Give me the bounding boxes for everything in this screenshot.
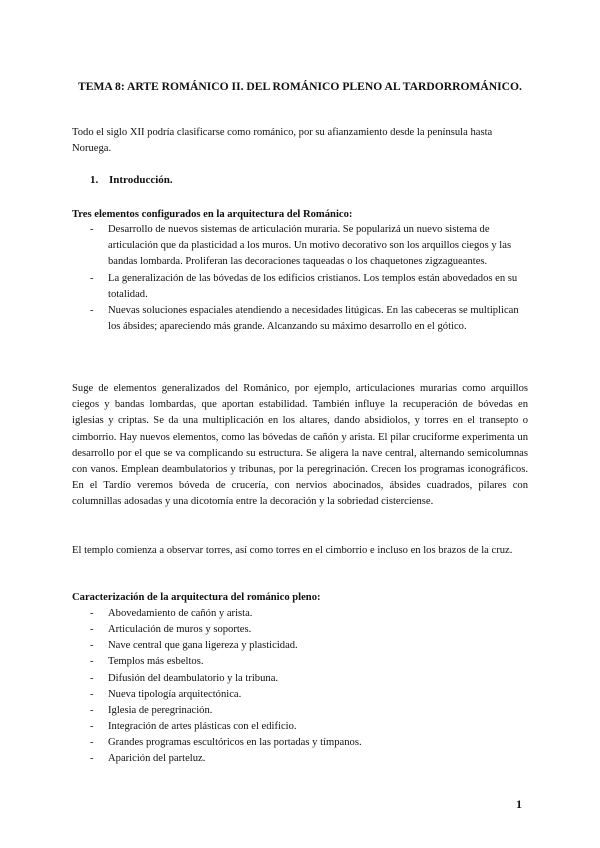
- list-dash: -: [90, 737, 94, 749]
- list-item-text: Articulación de muros y soportes.: [108, 624, 252, 636]
- elements-heading: Tres elementos configurados en la arquitectura del Románico:: [72, 209, 353, 220]
- list-dash: -: [90, 624, 94, 636]
- page-number: 1: [516, 797, 522, 811]
- list-item-text: Difusión del deambulatorio y la tribuna.: [108, 672, 279, 684]
- list-item: [72, 638, 528, 654]
- list-dash: -: [90, 608, 94, 619]
- list-item-text: Aparición del parteluz.: [108, 753, 206, 765]
- list-item-text: Nave central que gana ligereza y plasticidad.: [108, 640, 298, 652]
- document-title: TEMA 8: ARTE ROMÁNICO II. DEL ROMÁNICO PLENO AL TARDORROMÁNICO.: [78, 80, 522, 93]
- list-item-text: Integración de artes plásticas con el edificio.: [108, 721, 297, 733]
- list-dash: -: [90, 672, 94, 684]
- list-item-text: Abovedamiento de cañón y arista.: [108, 608, 253, 619]
- list-item-text: Desarrollo de nuevos sistemas de articulación muraria. Se popularizá un nuevo sistema de articulación que da plasticidad a los muros. Un motivo decorativo son los arquillos ciegos y las bandas lombarda. Proliferan las decoraciones taqueadas o los chaquetones zigzagueantes.: [108, 224, 512, 268]
- list-dash: -: [90, 753, 94, 765]
- list-dash: -: [90, 721, 94, 733]
- list-item-text: La generalización de las bóvedas de los edificios cristianos. Los templos están abovedados en su totalidad.: [108, 272, 518, 300]
- list-item: [72, 687, 528, 703]
- list-item: [72, 735, 528, 751]
- features-heading: Caracterización de la arquitectura del románico pleno:: [72, 592, 321, 603]
- body-paragraph-2: El templo comienza a observar torres, así como torres en el cimborrio e incluso en los brazos de la cruz.: [72, 545, 513, 556]
- features-list: [72, 606, 528, 768]
- list-dash: -: [90, 224, 94, 235]
- list-item-text: Iglesia de peregrinación.: [108, 704, 213, 716]
- list-item-text: Nuevas soluciones espaciales atendiendo a necesidades litúgicas. En las cabeceras se multiplican los ábsides; apareciendo más grande. Alcanzando su máximo desarrollo en el gótico.: [108, 305, 519, 333]
- list-item: [72, 271, 528, 303]
- body-paragraph-1: Suge de elementos generalizados del Románico, por ejemplo, articulaciones murarias como arquillos ciegos y bandas lombardas, que aportan estabilidad. También influye la recuperación de bóvedas en iglesias y criptas. Se da una multiplicación en los altares, dando absidiolos, y torres en el transepto o cimborrio. Hay nuevos elementos, como las bóvedas de cañón y arista. El pilar cruciforme experimenta un desarrollo por el que se va complicando su estructura. Se aligera la nave central, alternando semicolumnas con vanos. Emplean deambulatorios y tribunas, por la peregrinación. Crecen los programas iconográficos. En el Tardío veremos bóveda de crucería, con nervios abocinados, ábsides cuadrados, pilares con columnillas adosadas y una dicotomía entre la decoración y la sobriedad cisterciense.: [72, 383, 528, 508]
- section-number: 1.: [90, 174, 99, 186]
- list-dash: -: [90, 656, 94, 668]
- list-item: [72, 222, 528, 271]
- list-item: [72, 654, 528, 670]
- list-item: [72, 751, 528, 767]
- list-item-text: Templos más esbeltos.: [108, 656, 204, 668]
- list-item: [72, 303, 528, 335]
- list-item: [72, 671, 528, 687]
- list-item: [72, 622, 528, 638]
- list-dash: -: [90, 688, 94, 700]
- list-item-text: Nueva tipología arquitectónica.: [108, 688, 242, 700]
- list-dash: -: [90, 272, 94, 284]
- list-item: [72, 606, 528, 622]
- list-dash: -: [90, 305, 94, 317]
- list-dash: -: [90, 640, 94, 652]
- list-item: [72, 703, 528, 719]
- list-item: [72, 719, 528, 735]
- elements-list: [72, 222, 528, 335]
- section-label: Introducción.: [109, 174, 173, 186]
- intro-paragraph: Todo el siglo XII podría clasificarse como románico, por su afianzamiento desde la península hasta Noruega.: [72, 127, 493, 155]
- list-item-text: Grandes programas escultóricos en las portadas y tímpanos.: [108, 737, 362, 749]
- section-heading: [90, 172, 173, 188]
- list-dash: -: [90, 704, 94, 716]
